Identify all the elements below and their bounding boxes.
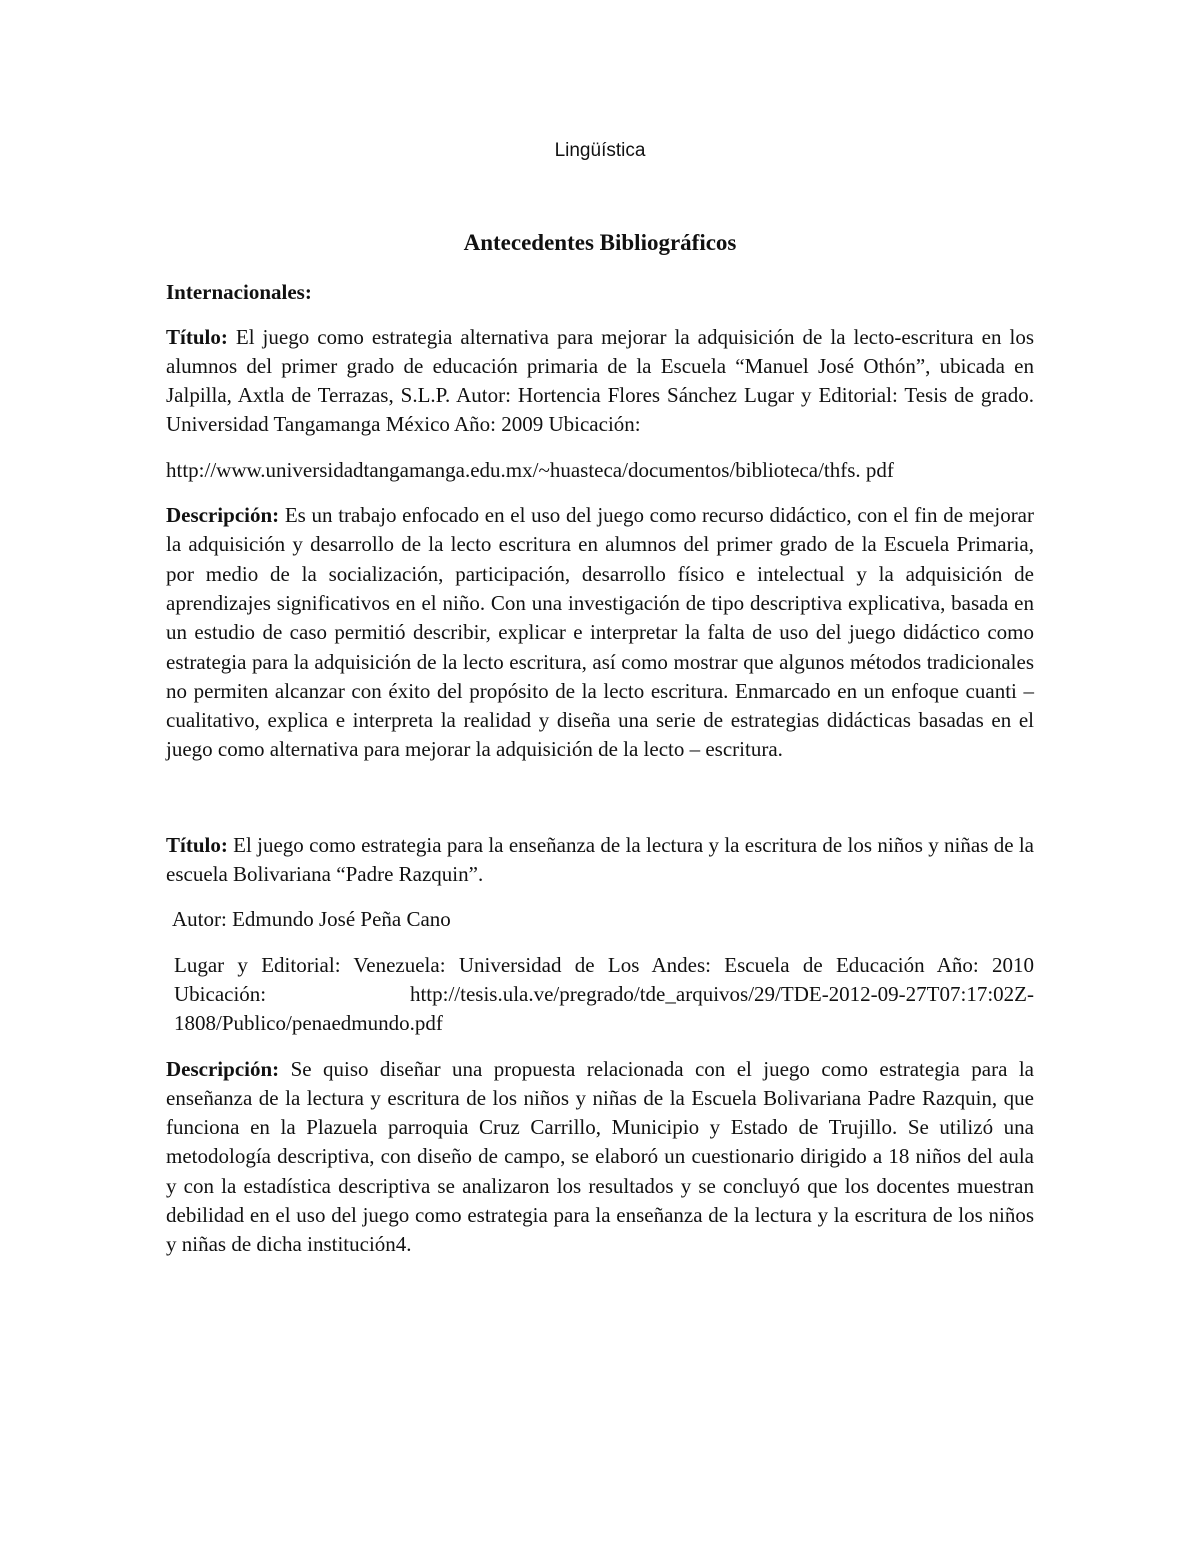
entry1-title-paragraph: [166, 323, 1034, 440]
section-heading: Internacionales:: [166, 280, 312, 305]
entry2-place-location: Lugar y Editorial: Venezuela: Universidad de Los Andes: Escuela de Educación Año: 2010 Ubicación: http://tesis.ula.ve/pregrado/tde_arquivos/29/TDE-2012-09-27T07:17:02Z-1808/Publico/penaedmundo.pdf: [174, 952, 1034, 1036]
entry1-description-label: Descripción:: [166, 503, 280, 528]
entry2-description-paragraph: [166, 1055, 1034, 1260]
entry1-description-paragraph: [166, 501, 1034, 765]
entry2-title-text: El juego como estrategia para la enseñanza de la lectura y la escritura de los niños y niñas de la escuela Bolivariana “Padre Razquin”.: [166, 832, 1034, 887]
entry1-description-text: Es un trabajo enfocado en el uso del juego como recurso didáctico, con el fin de mejorar la adquisición y desarrollo de la lecto escritura en alumnos del primer grado de la Escuela Primaria, por medio de la socialización, participación, desarrollo físico e intelectual y la adquisición de aprendizajes significativos en el niño. Con una investigación de tipo descriptiva explicativa, basada en un estudio de caso permitió describir, explicar e interpretar la falta de uso del juego didáctico como estrategia para la adquisición de la lecto escritura, así como mostrar que algunos métodos tradicionales no permiten alcanzar con éxito del propósito de la lecto escritura. Enmarcado en un enfoque cuanti – cualitativo, explica e interpreta la realidad y diseña una serie de estrategias didácticas basadas en el juego como alternativa para mejorar la adquisición de la lecto – escritura.: [166, 503, 1034, 762]
entry2-description-text: Se quiso diseñar una propuesta relacionada con el juego como estrategia para la enseñanza de la lectura y escritura de los niños y niñas de la Escuela Bolivariana Padre Razquin, que funciona en la Plazuela parroquia Cruz Carrillo, Municipio y Estado de Trujillo. Se utilizó una metodología descriptiva, con diseño de campo, se elaboró un cuestionario dirigido a 18 niños del aula y con la estadística descriptiva se analizaron los resultados y se concluyó que los docentes muestran debilidad en el uso del juego como estrategia para la enseñanza de la lectura y la escritura de los niños y niñas de dicha institución4.: [166, 1056, 1034, 1257]
entry2-title-label: Título:: [166, 832, 228, 857]
document-title: Antecedentes Bibliográficos: [463, 230, 737, 255]
entry2-title-paragraph: [166, 831, 1034, 890]
entry1-title-label: Título:: [166, 324, 228, 349]
entry1-url: http://www.universidadtangamanga.edu.mx/~huasteca/documentos/biblioteca/thfs. pdf: [166, 457, 894, 482]
entry1-title-text: El juego como estrategia alternativa para mejorar la adquisición de la lecto-escritura en los alumnos del primer grado de educación primaria de la Escuela “Manuel José Othón”, ubicada en Jalpilla, Axtla de Terrazas, S.L.P. Autor: Hortencia Flores Sánchez Lugar y Editorial: Tesis de grado. Universidad Tangamanga México Año: 2009 Ubicación:: [166, 324, 1034, 437]
document-body: [166, 228, 1034, 1260]
entry2-author: Autor: Edmundo José Peña Cano: [172, 907, 451, 932]
page-header: Lingüística: [554, 140, 646, 161]
entry2-description-label: Descripción:: [166, 1056, 280, 1081]
